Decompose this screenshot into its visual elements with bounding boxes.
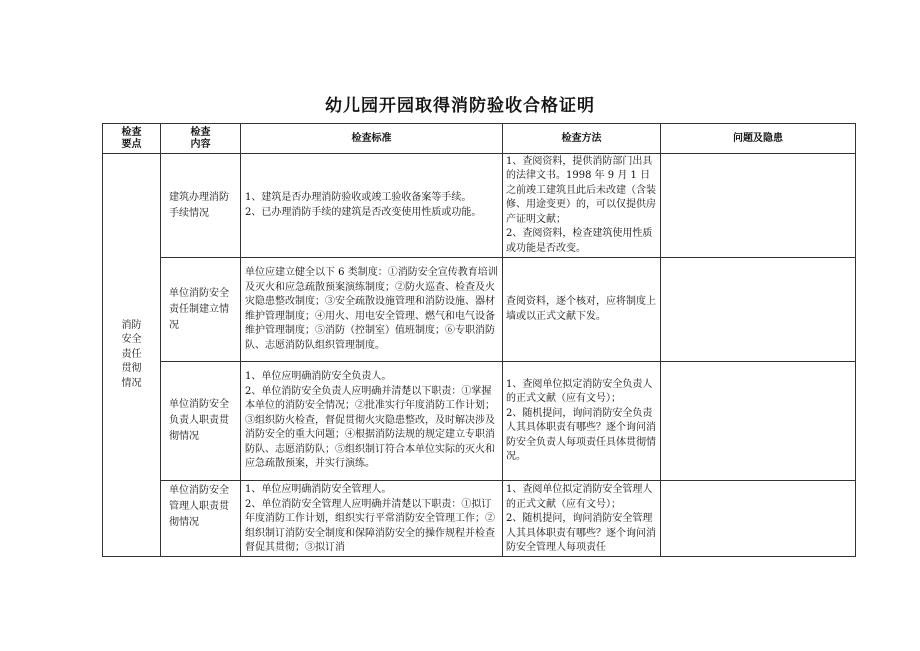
table-row bbox=[103, 258, 856, 362]
header-standard: 检查标准 bbox=[241, 124, 503, 154]
row-method-cell: 查阅资料，逐个核对，应将制度上墙或以正式文献下发。 bbox=[503, 258, 661, 362]
header-content: 检查 内容 bbox=[161, 124, 241, 154]
row-content-cell bbox=[161, 481, 241, 557]
group-point-cell: 消防 安全 责任 贯彻 情况 bbox=[103, 154, 161, 557]
row-method-cell: 1、查阅资料，提供消防部门出具的法律文书。1998 年 9 月 1 日之前竣工建筑且此后未改建（含装修、用途变更）的，可以仅提供房产证明文献； 2、查阅资料，检查建筑使用性质或功能是否改变。 bbox=[503, 154, 661, 258]
row-standard-cell: 1、建筑是否办理消防验收或竣工验收备案等手续。 2、已办理消防手续的建筑是否改变使用性质或功能。 bbox=[241, 154, 503, 258]
row-method-cell: 1、查阅单位拟定消防安全负责人的正式文献（应有文号）； 2、随机提问，询问消防安全负责人其具体职责有哪些？逐个询问消防安全负责人每项责任具体贯彻情况。 bbox=[503, 362, 661, 481]
row-issues-cell bbox=[661, 258, 856, 362]
table-row bbox=[103, 481, 856, 557]
row-issues-cell bbox=[661, 154, 856, 258]
header-method: 检查方法 bbox=[503, 124, 661, 154]
inspection-table bbox=[102, 123, 856, 557]
row-standard-cell: 1、单位应明确消防安全负责人。 2、单位消防安全负责人应明确并清楚以下职责：①掌握本单位的消防安全情况；②批准实行年度消防工作计划；③组织防火检查，督促贯彻火灾隐患整改，及时解决涉及消防安全的重大问题；④根据消防法规的规定建立专职消防队、志愿消防队；⑤组织制订符合本单位实际的灭火和应急疏散预案，并实行演练。 bbox=[241, 362, 503, 481]
row-content-text: 单位消防安全管理人职责贯彻情况 bbox=[169, 485, 229, 528]
row-content-cell: 单位消防安全负责人职责贯彻情况 bbox=[161, 362, 241, 481]
table-header-row bbox=[103, 124, 856, 154]
page-title: 幼儿园开园取得消防验收合格证明 bbox=[325, 96, 595, 116]
table-row bbox=[103, 154, 856, 258]
row-standard-cell: 单位应建立健全以下 6 类制度：①消防安全宣传教育培训及灭火和应急疏散预案演练制度；②防火巡查、检查及火灾隐患整改制度；③安全疏散设施管理和消防设施、器材维护管理制度；④用火、用电安全管理、燃气和电气设备维护管理制度；⑤消防（控制室）值班制度；⑥专职消防队、志愿消防队组织管理制度。 bbox=[241, 258, 503, 362]
header-point: 检查 要点 bbox=[103, 124, 161, 154]
row-standard-cell bbox=[241, 481, 503, 557]
row-issues-cell bbox=[661, 481, 856, 557]
row-standard-text: 1、单位应明确消防安全管理人。 2、单位消防安全管理人应明确并清楚以下职责：①拟订年度消防工作计划，组织实行平常消防安全管理工作；②组织制订消防安全制度和保障消防安全的操作规程并检查督促其贯彻；③拟订消 bbox=[245, 484, 495, 553]
header-issues: 问题及隐患 bbox=[661, 124, 856, 154]
row-issues-cell bbox=[661, 362, 856, 481]
row-method-cell bbox=[503, 481, 661, 557]
row-content-cell: 单位消防安全责任制建立情况 bbox=[161, 258, 241, 362]
table-row bbox=[103, 362, 856, 481]
row-content-cell: 建筑办理消防手续情况 bbox=[161, 154, 241, 258]
row-method-text: 1、查阅单位拟定消防安全管理人的正式文献（应有文号）； 2、随机提问，询问消防安全管理人其具体职责有哪些？逐个询问消防安全管理人每项责任 bbox=[506, 484, 656, 553]
